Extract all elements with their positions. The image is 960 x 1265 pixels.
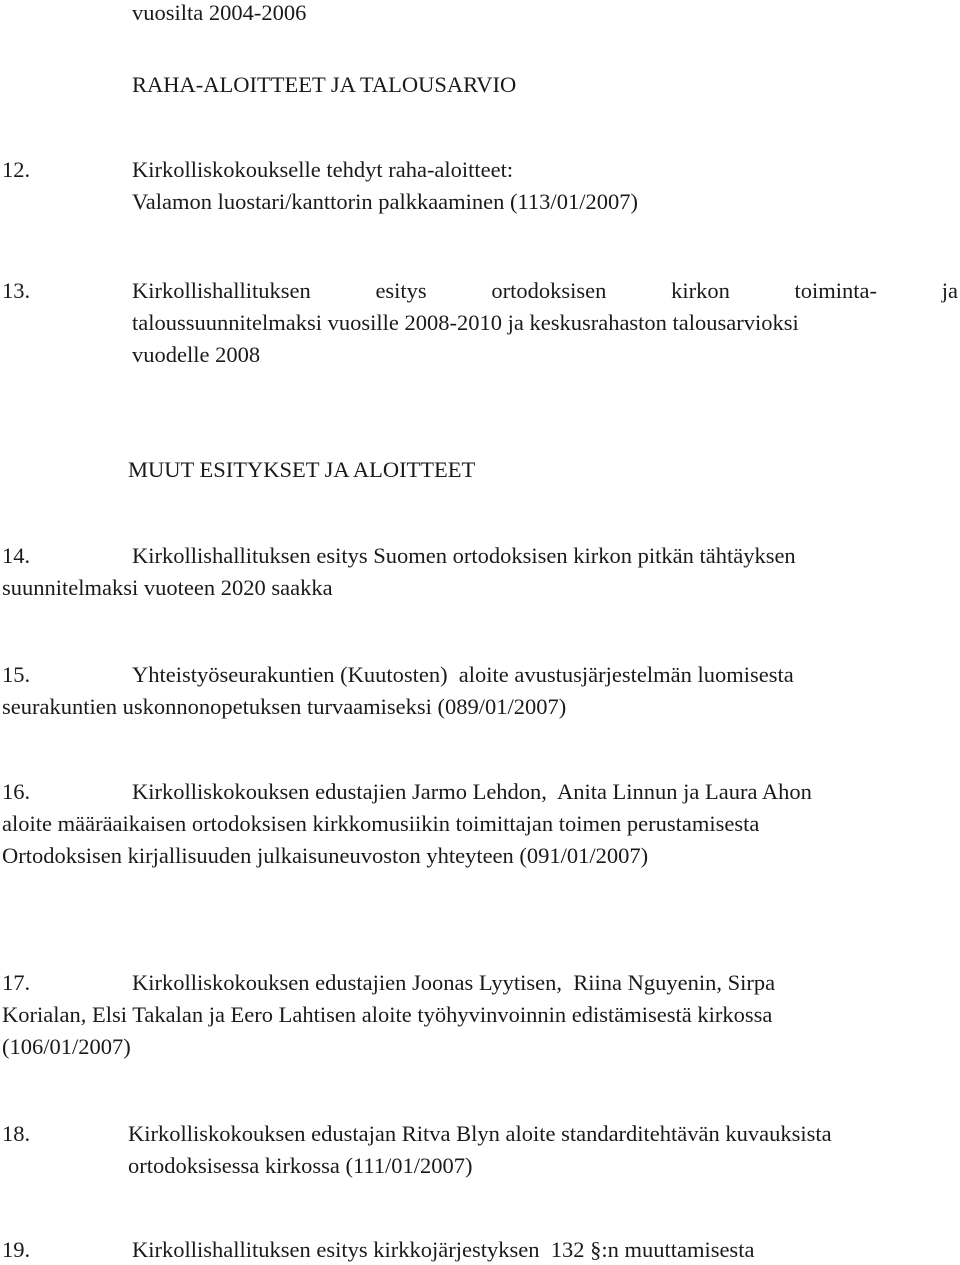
item-13-word: ortodoksisen: [491, 278, 607, 303]
item-15-line-1: Yhteistyöseurakuntien (Kuutosten) aloite avustusjärjestelmän luomisesta: [132, 662, 794, 687]
item-18-number: 18.: [2, 1121, 31, 1146]
item-13-number: 13.: [2, 278, 31, 303]
item-14-line-1: Kirkollishallituksen esitys Suomen ortodoksisen kirkon pitkän tähtäyksen: [132, 543, 796, 568]
item-13-word: toiminta-: [794, 278, 878, 303]
item-19-number: 19.: [2, 1237, 31, 1262]
item-15-line-2: seurakuntien uskonnonopetuksen turvaamiseksi (089/01/2007): [2, 694, 567, 719]
item-17-line-1: Kirkolliskokouksen edustajien Joonas Lyytisen, Riina Nguyenin, Sirpa: [132, 970, 776, 995]
item-14-number: 14.: [2, 543, 31, 568]
section-heading-raha: RAHA-ALOITTEET JA TALOUSARVIO: [132, 72, 517, 97]
item-13-line-2: taloussuunnitelmaksi vuosille 2008-2010 ja keskusrahaston talousarvioksi: [132, 310, 799, 335]
item-16-line-3: Ortodoksisen kirjallisuuden julkaisuneuvoston yhteyteen (091/01/2007): [2, 843, 649, 868]
section-heading-muut: MUUT ESITYKSET JA ALOITTEET: [128, 457, 476, 482]
item-18-line-2: ortodoksisessa kirkossa (111/01/2007): [128, 1153, 473, 1178]
item-18-line-1: Kirkolliskokouksen edustajan Ritva Blyn aloite standarditehtävän kuvauksista: [128, 1121, 832, 1146]
intro-tail-text: vuosilta 2004-2006: [132, 0, 307, 25]
item-13-word: ja: [941, 278, 958, 303]
item-12-line-2: Valamon luostari/kanttorin palkkaaminen (113/01/2007): [132, 189, 638, 214]
item-12-line-1: Kirkolliskokoukselle tehdyt raha-aloitteet:: [132, 157, 514, 182]
item-16-line-1: Kirkolliskokouksen edustajien Jarmo Lehdon, Anita Linnun ja Laura Ahon: [132, 779, 812, 804]
item-17-line-2: Korialan, Elsi Takalan ja Eero Lahtisen aloite työhyvinvoinnin edistämisestä kirkossa: [2, 1002, 773, 1027]
item-12-number: 12.: [2, 157, 31, 182]
item-16-line-2: aloite määräaikaisen ortodoksisen kirkkomusiikin toimittajan toimen perustamisesta: [2, 811, 760, 836]
item-17-number: 17.: [2, 970, 31, 995]
item-15-number: 15.: [2, 662, 31, 687]
item-13-word: esitys: [375, 278, 427, 303]
item-17-line-3: (106/01/2007): [2, 1034, 131, 1059]
item-19-line-1: Kirkollishallituksen esitys kirkkojärjestyksen 132 §:n muuttamisesta: [132, 1237, 755, 1262]
item-13-line-1: [132, 280, 958, 303]
item-13-word: kirkon: [671, 278, 730, 303]
item-13-line-3: vuodelle 2008: [132, 342, 261, 367]
item-14-line-2: suunnitelmaksi vuoteen 2020 saakka: [2, 575, 333, 600]
item-13-word: Kirkollishallituksen: [132, 278, 311, 303]
item-16-number: 16.: [2, 779, 31, 804]
